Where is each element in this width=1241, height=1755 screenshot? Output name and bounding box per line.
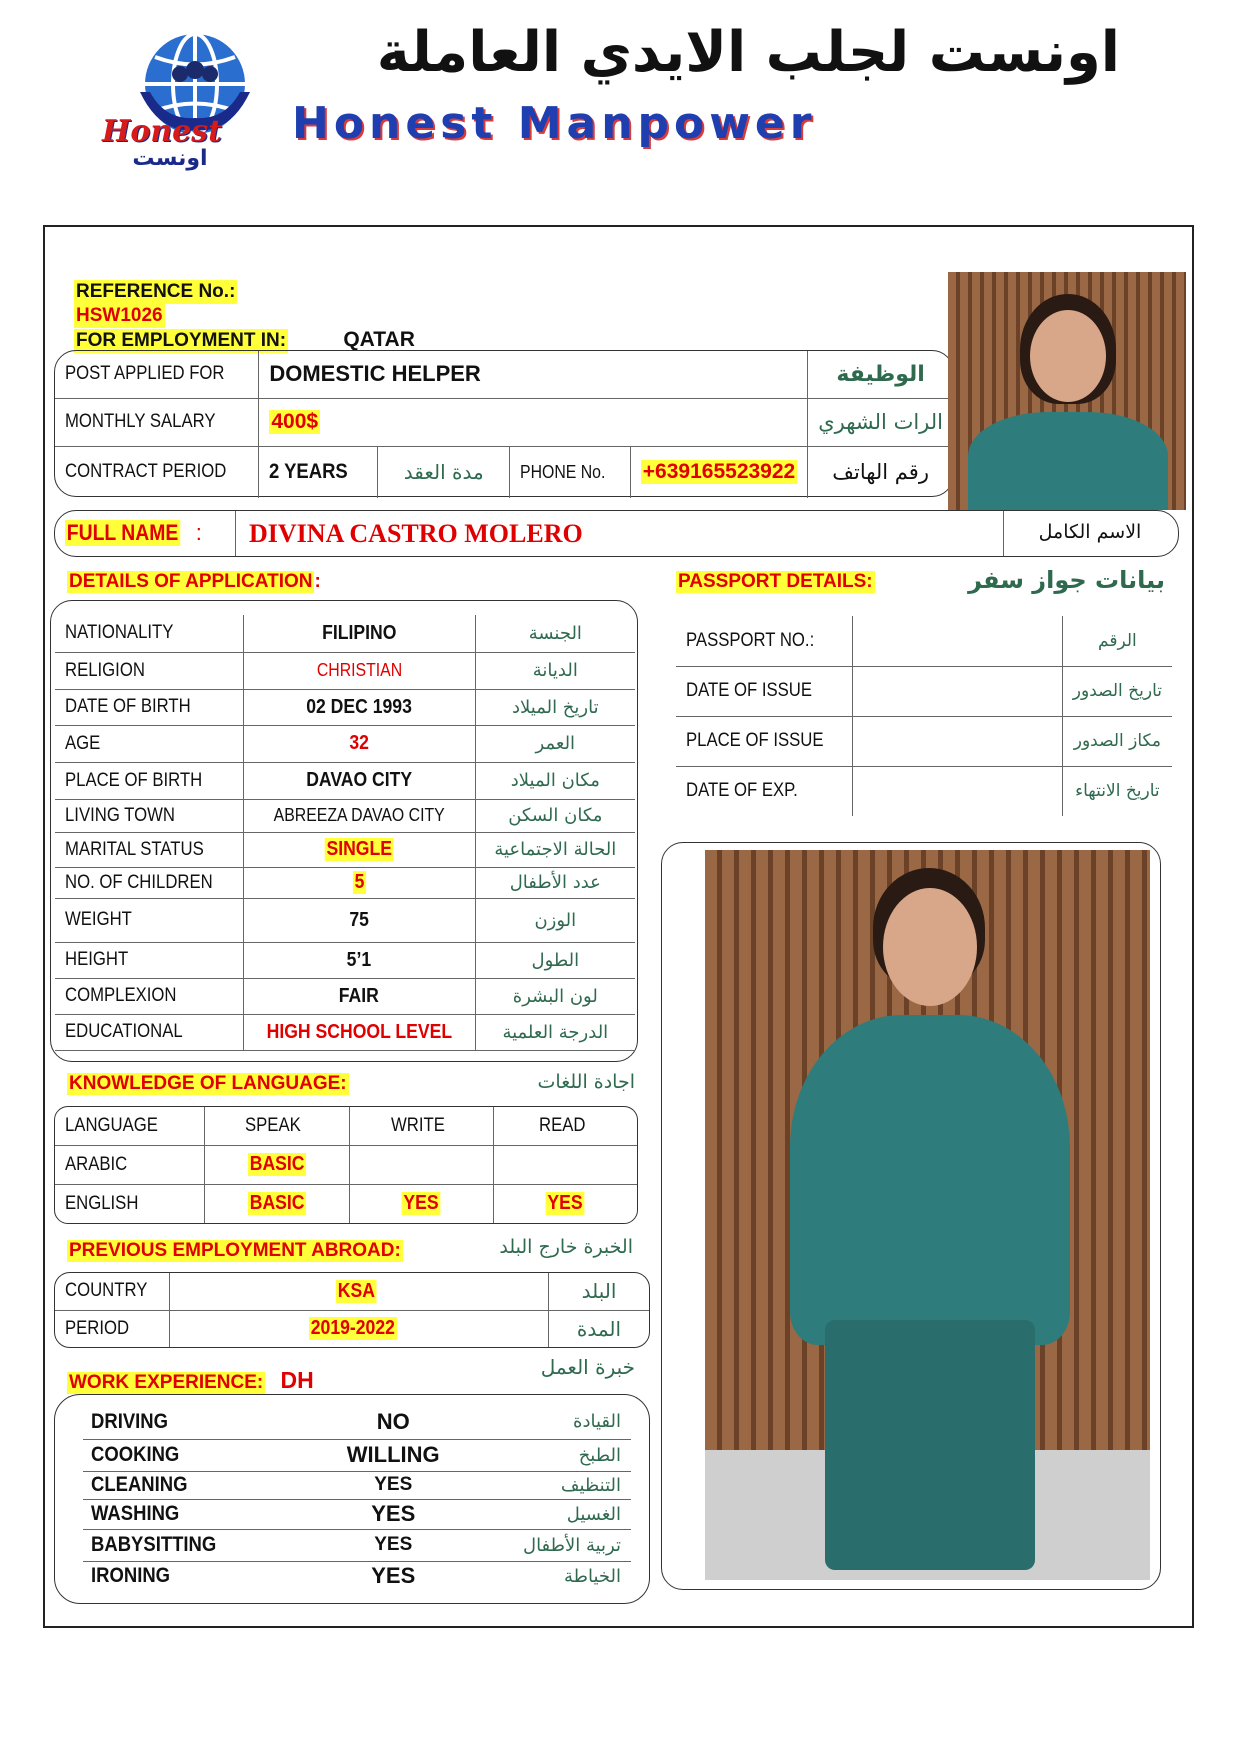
- detail-value: DAVAO CITY: [306, 769, 413, 791]
- detail-label: NO. OF CHILDREN: [65, 871, 213, 893]
- work-box: [54, 1394, 650, 1604]
- details-colon: :: [314, 571, 321, 592]
- detail-ar: الحالة الاجتماعية: [494, 839, 617, 860]
- detail-value: FILIPINO: [322, 621, 397, 644]
- table-row: [676, 766, 1172, 816]
- detail-label: NATIONALITY: [65, 622, 174, 644]
- details-title-wrap: [67, 571, 321, 593]
- detail-value: 32: [349, 732, 370, 754]
- work-ar: تربية الأطفال: [522, 1534, 621, 1556]
- work-label: WASHING: [91, 1502, 180, 1525]
- work-title: WORK EXPERIENCE:: [69, 1372, 264, 1393]
- work-table: [83, 1405, 631, 1591]
- phone-label: PHONE No.: [520, 461, 606, 482]
- employment-value: QATAR: [343, 328, 415, 351]
- detail-value: 02 DEC 1993: [306, 695, 413, 718]
- passport-title-wrap: [676, 571, 875, 593]
- contract-ar: مدة العقد: [403, 460, 484, 485]
- work-value: NO: [376, 1408, 410, 1434]
- full-body-photo: [705, 850, 1150, 1580]
- detail-ar: الدرجة العلمية: [502, 1021, 609, 1043]
- work-title-wrap: [67, 1367, 314, 1394]
- language-header: WRITE: [390, 1115, 445, 1137]
- previous-ar-title: الخبرة خارج البلد: [499, 1236, 633, 1258]
- post-ar: الوظيفة: [836, 361, 925, 387]
- previous-box: [54, 1272, 650, 1348]
- detail-value: ABREEZA DAVAO CITY: [273, 805, 445, 825]
- period-label: PERIOD: [65, 1317, 130, 1339]
- detail-ar: مكان السكن: [508, 805, 603, 826]
- work-ar: القيادة: [573, 1411, 621, 1433]
- language-read: YES: [547, 1192, 584, 1215]
- work-ar: الطبخ: [578, 1444, 621, 1466]
- detail-ar: عدد الأطفال: [509, 872, 601, 893]
- detail-label: WEIGHT: [65, 909, 132, 930]
- work-label: CLEANING: [91, 1473, 188, 1496]
- work-value: YES: [371, 1501, 416, 1526]
- table-row: [55, 942, 635, 978]
- language-speak: BASIC: [249, 1153, 305, 1176]
- table-row: [55, 799, 635, 832]
- passport-label: PLACE OF ISSUE: [686, 730, 824, 751]
- post-box: [54, 350, 954, 497]
- work-label: IRONING: [91, 1564, 171, 1588]
- reference-value: HSW1026: [76, 305, 163, 326]
- detail-label: AGE: [65, 732, 101, 754]
- passport-label: DATE OF EXP.: [686, 780, 798, 802]
- passport-label: DATE OF ISSUE: [686, 680, 813, 701]
- passport-ar: مكاز الصدور: [1073, 731, 1162, 751]
- reference-block: [74, 280, 415, 353]
- table-row: [676, 616, 1172, 666]
- full-name-colon: :: [195, 520, 202, 545]
- passport-ar: الرقم: [1098, 630, 1137, 651]
- detail-value: SINGLE: [326, 838, 393, 860]
- country-label: COUNTRY: [65, 1280, 148, 1302]
- period-value: 2019-2022: [310, 1317, 395, 1340]
- post-label: POST APPLIED FOR: [65, 363, 225, 385]
- language-title-wrap: [67, 1073, 349, 1095]
- passport-ar: تاريخ الصدور: [1072, 681, 1162, 701]
- language-write: YES: [403, 1192, 439, 1215]
- details-table: [55, 615, 635, 1051]
- full-name-value: DIVINA CASTRO MOLERO: [249, 519, 583, 548]
- table-row: [55, 867, 635, 898]
- table-row: [83, 1471, 631, 1499]
- table-row: [83, 1499, 631, 1529]
- work-label: DRIVING: [91, 1409, 169, 1433]
- detail-ar: لون البشرة: [512, 985, 598, 1007]
- contract-label: CONTRACT PERIOD: [65, 461, 227, 483]
- arabic-title: اونست لجلب الايدي العاملة: [376, 20, 1120, 85]
- table-row: [55, 1146, 637, 1185]
- company-name: Honest Manpower: [292, 98, 817, 149]
- salary-label: MONTHLY SALARY: [65, 411, 216, 432]
- language-ar-title: اجادة اللغات: [537, 1071, 635, 1093]
- detail-value: HIGH SCHOOL LEVEL: [266, 1020, 452, 1043]
- table-row: [55, 1184, 637, 1223]
- detail-label: COMPLEXION: [65, 985, 177, 1006]
- previous-title: PREVIOUS EMPLOYMENT ABROAD:: [69, 1240, 401, 1261]
- full-name-ar: الاسم الكامل: [1038, 521, 1142, 543]
- table-row: [55, 978, 635, 1014]
- work-value: YES: [374, 1534, 413, 1555]
- language-table: [55, 1107, 637, 1223]
- salary-ar: الرات الشهري: [818, 410, 943, 434]
- work-ar: الغسيل: [566, 1503, 621, 1525]
- table-row: [676, 716, 1172, 766]
- language-header: SPEAK: [245, 1115, 302, 1137]
- table-header-row: [55, 1107, 637, 1146]
- table-row: [83, 1529, 631, 1561]
- table-row: [55, 725, 635, 762]
- passport-ar-title: بيانات جواز سفر: [968, 566, 1165, 594]
- work-label: COOKING: [91, 1443, 180, 1466]
- language-header: READ: [539, 1115, 586, 1137]
- language-box: [54, 1106, 638, 1224]
- detail-label: PLACE OF BIRTH: [65, 769, 203, 791]
- detail-label: RELIGION: [65, 659, 145, 681]
- detail-value: 75: [349, 908, 370, 931]
- detail-ar: الوزن: [534, 909, 577, 931]
- detail-ar: العمر: [535, 733, 576, 754]
- passport-table: [676, 616, 1172, 816]
- language-header: LANGUAGE: [65, 1115, 158, 1137]
- full-name-box: [54, 510, 1179, 557]
- detail-label: HEIGHT: [65, 949, 129, 970]
- passport-ar: تاريخ الانتهاء: [1075, 781, 1160, 802]
- passport-title: PASSPORT DETAILS:: [678, 571, 873, 592]
- detail-label: EDUCATIONAL: [65, 1021, 183, 1042]
- detail-ar: تاريخ الميلاد: [512, 696, 599, 718]
- table-row: [55, 898, 635, 942]
- phone-ar: رقم الهاتف: [832, 460, 929, 485]
- table-row: [83, 1439, 631, 1471]
- work-ar-title: خبرة العمل: [540, 1355, 635, 1379]
- details-title: DETAILS OF APPLICATION: [69, 571, 313, 592]
- table-row: [55, 615, 635, 652]
- detail-label: DATE OF BIRTH: [65, 696, 191, 717]
- work-ar: التنظيف: [560, 1474, 621, 1496]
- detail-ar: الديانة: [532, 660, 578, 681]
- table-row: [676, 666, 1172, 716]
- contract-value: 2 YEARS: [269, 460, 349, 484]
- logo-text-ar: اونست: [132, 146, 208, 171]
- portrait-photo: [948, 272, 1186, 510]
- work-value: DH: [280, 1367, 314, 1393]
- company-logo: [100, 22, 270, 172]
- detail-value: 5: [354, 871, 365, 893]
- previous-title-wrap: [67, 1240, 403, 1262]
- post-value: DOMESTIC HELPER: [259, 351, 808, 398]
- work-label: BABYSITTING: [91, 1533, 217, 1556]
- country-value: KSA: [337, 1279, 375, 1302]
- table-row: [55, 832, 635, 867]
- detail-ar: الطول: [531, 949, 580, 971]
- detail-value: 5’1: [346, 948, 372, 971]
- details-box: [50, 600, 638, 1062]
- passport-label: PASSPORT NO.:: [686, 629, 815, 651]
- table-row: [55, 762, 635, 799]
- logo-text-en: Honest: [102, 114, 222, 149]
- language-title: KNOWLEDGE OF LANGUAGE:: [69, 1073, 347, 1094]
- table-row: [83, 1405, 631, 1439]
- salary-value: 400$: [271, 410, 319, 433]
- work-value: YES: [374, 1474, 413, 1495]
- detail-value: CHRISTIAN: [316, 660, 402, 680]
- reference-label: REFERENCE No.:: [76, 281, 236, 302]
- work-ar: الخياطة: [564, 1565, 621, 1587]
- detail-value: FAIR: [339, 984, 380, 1007]
- table-row: [55, 652, 635, 689]
- detail-label: LIVING TOWN: [65, 804, 175, 826]
- language-speak: BASIC: [249, 1192, 305, 1215]
- detail-ar: مكان الميلاد: [510, 770, 600, 791]
- table-row: [83, 1561, 631, 1591]
- country-ar: البلد: [581, 1279, 617, 1304]
- detail-ar: الجنسة: [528, 622, 582, 644]
- work-value: WILLING: [346, 1442, 440, 1467]
- table-row: [55, 689, 635, 725]
- employment-label: FOR EMPLOYMENT IN:: [76, 330, 287, 351]
- period-ar: المدة: [576, 1316, 622, 1341]
- full-name-label: FULL NAME: [66, 520, 179, 545]
- language-language: ENGLISH: [65, 1192, 139, 1214]
- work-value: YES: [371, 1563, 416, 1589]
- detail-label: MARITAL STATUS: [65, 838, 204, 860]
- table-row: [55, 1014, 635, 1050]
- phone-value: +639165523922: [642, 460, 796, 484]
- language-language: ARABIC: [65, 1153, 128, 1175]
